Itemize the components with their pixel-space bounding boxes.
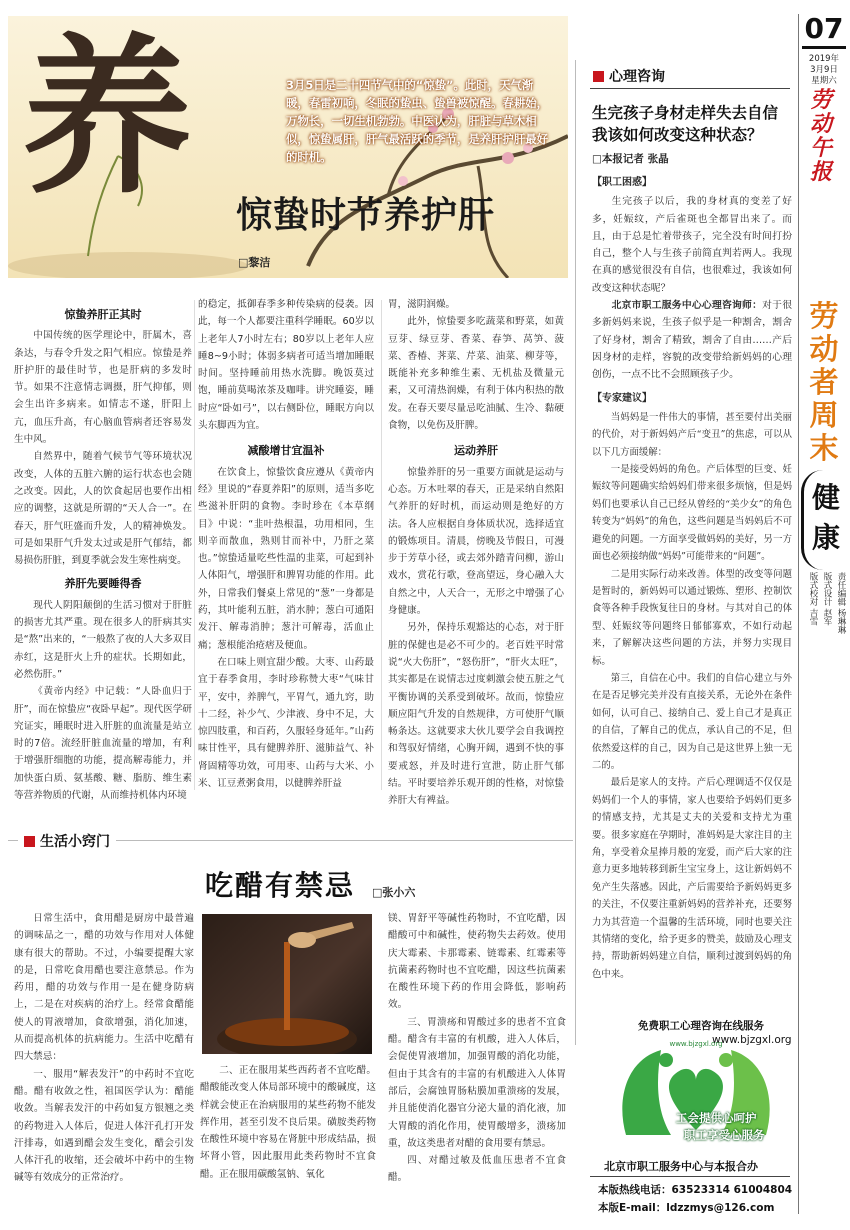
psych-body: [592, 174, 792, 983]
service-email: 本版E-mail：ldzzmys@126.com: [598, 1202, 775, 1214]
feature-para: 此外，惊蛰要多吃蔬菜和野菜，如黄豆芽、绿豆芽、香菜、春笋、莴笋、菠菜、香椿、荠菜、芹菜、油菜、柳芽等，既能补充多种维生素、无机盐及微量元素，又可清热润燥，有利于体内积热的散发。在春天要尽量忌吃油腻、生冷、黏硬食物，以免伤及肝脾。: [388, 316, 564, 432]
credit-editor: 责任编辑 杨琳琳: [836, 572, 846, 635]
psych-title: 生完孩子身材走样失去自信我该如何改变这种状态？: [592, 104, 779, 144]
tips-para: 一、服用“解表发汗”的中药时不宜吃醋。醋有收敛之性，祖国医学认为：醋能收敛。当解表发汗的中药如复方银翘之类的药物进入人体后，促进人体汗孔打开发汗排毒，如遇到醋会发生变化，醋会引发人体汗孔的收缩，还会破坏中药中的生物碱等有效成分的正常治疗。: [14, 1068, 194, 1184]
psych-label-problem: 【职工困惑】: [592, 177, 652, 188]
psych-reply: 北京市职工服务中心心理咨询师：对于很多新妈妈来说，生孩子似乎是一种割舍，割舍了好身材，割舍了精致，割舍了自由……产后因身材的走样，容貌的改变带给新妈妈的心理创伤，一点不比不会照顾孩子少。: [592, 300, 793, 381]
feature-para: 惊蛰养肝的另一重要方面就是运动与心态。万木吐翠的春天，正是采纳自然阳气养肝的好时机，而运动则是绝好的方法。各人应根据自身体质状况，选择适宜的锻炼项目。清晨，傍晚及节假日，可漫步于芳草小径，或去郊外踏青问柳，游山戏水，赏花行歌，登高望远，身心融入大自然之中，人天合一，无形之中增强了心身健康。: [388, 466, 564, 617]
section-divider: [575, 60, 576, 1045]
column-rule: [381, 300, 382, 790]
masthead-rule: [798, 14, 799, 1214]
vinegar-spoon-graphic: [202, 914, 372, 1054]
psych-advice: 最后是家人的支持。产后心理调适不仅仅是妈妈们一个人的事情，家人也要给予妈妈们更多的情感支持，尤其是丈夫的关爱和支持尤为重要。很多家庭在孕期时，准妈妈是大家注目的主角，享受着众星捧月般的宠爱，而产后大家的注意力更多地转移到新生宝宝身上，这让新妈妈不免产生失落感。因此，产后需要给予新妈妈更多的关注，不仅要注重新妈妈的营养补充，还要努力为其营造一个温馨的生活环境，同时也要关注其情绪的变化，给予更多的赞美，鼓励及心理支持，帮助新妈妈建立自信，顺利过渡到妈妈的角色中来。: [592, 777, 792, 980]
feature-heading-2: 养肝先要睡得香: [64, 577, 142, 591]
paper-logo: 劳动午报: [810, 87, 833, 185]
service-logo: [606, 1040, 786, 1150]
column-rule: [194, 300, 195, 790]
section-marker: [24, 836, 35, 847]
tips-col-3: [388, 910, 566, 1187]
psych-advice: 二是用实际行动来改善。体型的改变等问题是暂时的，新妈妈可以通过锻炼、塑形、控制饮食等各种手段恢复往日的身材。与其对自己的体型、妊娠纹等问题终日郁郁寡欢，不如行动起来，了解解决这些问题的方法，并努力实现目标。: [592, 568, 792, 667]
vinegar-photo: [202, 914, 372, 1054]
tips-para: 镁、胃舒平等碱性药物时，不宜吃醋，因醋酸可中和碱性，使药物失去药效。使用庆大霉素、卡那霉素、链霉素、红霉素等抗菌素药物时也不宜吃醋，因这些抗菌素在酸性环境下药的作用会降低，影响药效。: [388, 913, 566, 1011]
credit-design: 版式设计 赵军: [822, 572, 832, 626]
service-rule: [590, 1176, 790, 1177]
issue-weekday: 星期六: [811, 76, 837, 86]
psych-rule: [590, 88, 790, 89]
service-org: 北京市职工服务中心与本报合办: [604, 1160, 758, 1173]
service-url-watermark: www.bjzgxl.org: [669, 1040, 723, 1048]
page-number: 07: [802, 12, 846, 49]
tips-para: 三、胃溃疡和胃酸过多的患者不宜食醋。醋含有丰富的有机酸，进入人体后，会促使胃液增加，加强胃酸的消化功能，但由于其含有的丰富的有机酸进入人体胃部后，会腐蚀胃肠粘膜加重溃疡的发展，并且能使消化器官分泌大量的消化液，加大胃酸的消化作用，使胃酸增多，溃疡加重，故这类患者对醋的食用要有禁忌。: [388, 1016, 566, 1149]
issue-date-day: 3月9日: [810, 65, 838, 75]
feature-col-2: [198, 296, 374, 792]
psych-advice: 当妈妈是一件伟大的事情，甚至要付出美丽的代价，对于新妈妈产后“变丑”的焦虑，可以从以下几方面缓解：: [592, 411, 792, 458]
feature-heading-1: 惊蛰养肝正其时: [64, 308, 142, 321]
service-slogan-1: 工会提供心呵护: [676, 1111, 757, 1125]
feature-para: 《黄帝内经》中记载：“人卧血归于肝”，而在惊蛰应“夜卧早起”。现代医学研究证实，睡眠时进入肝脏的血流量是站立时的7倍。流经肝脏血流量的增加，有利于增强肝细胞的功能，提高解毒能力，并加快蛋白质、氨基酸、糖、脂肪、维生素等营养物质的代谢，从而维持机体内环境: [14, 686, 193, 802]
psych-problem: 生完孩子以后，我的身材真的变差了好多，妊娠纹，产后雀斑也全都冒出来了。而且，由于总是忙着带孩子，完全没有时间打扮自己，整个人与生孩子前简直判若两人。我现在真的感觉很没有自信，也很难过，我该如何改变这种状态呢？: [592, 196, 792, 294]
credit-proof: 版式校对 吉雪: [808, 572, 818, 626]
section-title: 劳动者周末: [809, 299, 839, 465]
feature-big-char: 养: [22, 17, 193, 217]
feature-para: 的稳定，抵御春季多种传染病的侵袭。因此，每一个人都要注重科学睡眠。60岁以上老年人7小时左右；80岁以上老年人应睡8~9小时；体弱多病者可适当增加睡眠时间。坚持睡前用热水洗脚。晚饭莫过饱，睡前莫喝浓茶及咖啡。讲究睡姿，睡时应“卧如弓”，以右侧卧位，睡眠方向以头东脚西为宜。: [198, 299, 374, 432]
tips-section-label: 生活小窍门: [18, 831, 116, 851]
psych-label-advice: 【专家建议】: [592, 392, 652, 404]
feature-banner: [8, 16, 568, 278]
credits: [804, 572, 848, 692]
tips-para: 日常生活中，食用醋是厨房中最普遍的调味品之一，醋的功效与作用对人体健康有很大的帮助。不过，小编要提醒大家的是，日常吃食用醋也要注意禁忌。作为药用，醋的功效与作用一是在健身防病上，二是在对疾病的治疗上。经常食醋能使人的胃液增加，食欲增强，消化加速，从而提高机体的抗病能力。生活中吃醋有四大禁忌：: [14, 913, 194, 1063]
feature-para: 中国传统的医学理论中，肝属木，喜条达，与春令升发之阳气相应。惊蛰是养肝护肝的最佳时节，也是肝病的多发时节。如果不注意情志调摄，肝气抑郁，则会生出许多病来。如情志不遂，肝阳上亢，血压升高，有心脑血管病者还容易发生中风。: [14, 330, 192, 446]
feature-title: 惊蛰时节养护肝: [236, 195, 496, 236]
tips-col-1: [14, 910, 194, 1187]
issue-date-year: 2019年: [808, 54, 840, 64]
section-marker: [593, 71, 604, 82]
tips-title: 吃醋有禁忌: [205, 869, 356, 902]
feature-col-3: [388, 296, 564, 810]
feature-para: 在饮食上，惊蛰饮食应遵从《黄帝内经》里说的“春夏养阳”的原则，适当多吃些滋补肝阴的食物。李时珍在《本草纲目》中说：“韭叶热根温，功用相同，生则辛而散血，熟则甘而补中，乃肝之菜也。”惊蛰适量吃些性温的韭菜，可起到补人体阳气，增强肝和脾胃功能的作用。此外，日常我们餐桌上常见的“葱”一身都是药，其叶能利五脏，消水肿；葱白可通阳发汗、解毒消肿；葱汁可解毒，活血止痛；葱根能治疮痞及便血。: [198, 466, 374, 651]
psych-advice: 第三，自信在心中。我们的自信心建立与外在是否足够完美并没有直接关系，无论外在条件如何，认可自己、接纳自己、爱上自己才是真正的自信，了解自己的优点，承认自己的不足，但依然爱这样的自己，因为自己是这世界上独一无二的。: [592, 672, 792, 771]
service-label: 免费职工心理咨询在线服务: [638, 1020, 764, 1032]
feature-para: 现代人阴阳颠倒的生活习惯对于肝脏的损害尤其严重。现在很多人的肝病其实是“熬”出来的，“一般熬了夜的人大多双目赤红，这是肝火上升的症状。长期如此，必然伤肝。”: [14, 599, 193, 680]
feature-heading-3: 减酸增甘宜温补: [247, 444, 325, 458]
tips-para: 四、对醋过敏及低血压患者不宜食醋。: [388, 1155, 566, 1184]
feature-para: 自然界中，随着气候节气等环境状况改变，人体的五脏六腑的运行状态也会随之改变。因此，人的饮食起居也要作出相应的调整，这就是所谓的“天人合一”。在春天，肝气旺盛而升发，人的精神焕发。可是如果肝气升发太过或是肝气郁结，都易损伤肝脏，到夏季就会发生寒性病变。: [14, 451, 192, 567]
psych-answerer: 北京市职工服务中心心理咨询师：: [611, 300, 763, 312]
tips-para: 二、正在服用某些西药者不宜吃醋。醋酸能改变人体局部环境中的酸碱度，这样就会使正在治病服用的某些药物不能发挥作用，甚至引发不良后果。磺胺类药物在酸性环境中容易在肾脏中形成结晶，损坏肾小管，因此服用此类药物时不宜食醋。正在服用碳酸氢钠、氧化: [200, 1065, 376, 1180]
feature-byline: □黎洁: [238, 256, 271, 269]
feature-para: 另外，保持乐观豁达的心态，对于肝脏的保健也是必不可少的。老百姓平时常说“火大伤肝”，“怒伤肝”，“肝火太旺”，其实都是在说情志过度刺激会使五脏之气平衡协调的关系受到破坏。故而，惊蛰应顺应阳气升发的自然规律，方可使肝气顺畅条达。这就要求大伙儿要学会自我调控和驾驭好情绪，心胸开阔，遇到不快的事要戒怒，并及时进行宣泄，防止肝气郁结。平时要培养乐观开朗的性格，对惊蛰养肝大有裨益。: [388, 622, 564, 807]
section-subtitle: 健康: [811, 481, 840, 554]
psych-byline: □本报记者 张晶: [592, 153, 669, 165]
service-url: www.bjzgxl.org: [712, 1034, 792, 1046]
psych-advice: 一是接受妈妈的角色。产后体型的巨变、妊娠纹等问题确实给妈妈们带来很多烦恼，但是妈妈们也要承认自己已经从曾经的“美少女”的角色转变为“妈妈”的角色，这些问题是当妈妈后不可避免的问题。一方面享受做妈妈的美好，另一方面也必须接纳做“妈妈”可能带来的“问题”。: [592, 464, 792, 563]
feature-para: 在口味上则宜甜少酸。大枣、山药最宜于春季食用，李时珍称赞大枣“气味甘平，安中，养脾气，平胃气，通九窍，助十二经，补少气、少津液、身中不足，大惊四肢重，和百药，久服轻身延年。”山药味甘性平，具有健脾养肝、滋肺益气、补肾固精等功效，可用枣、山药与大米、小米、讧豆煮粥食用，以健脾养肝益: [198, 656, 374, 790]
service-hotline: 本版热线电话：63523314 61004804: [598, 1184, 793, 1196]
psych-section-label: 心理咨询: [593, 66, 665, 86]
tips-col-2: [200, 1062, 376, 1183]
feature-col-1: [14, 300, 192, 804]
feature-heading-4: 运动养肝: [454, 444, 498, 458]
service-slogan-2: 职工享受心服务: [684, 1128, 765, 1142]
feature-intro: 3月5日是二十四节气中的“惊蛰”。此时，天气渐暖，春雷初响，冬眠的蛰虫、蛰兽被惊醒。春耕始，万物长，一切生机勃勃。中医认为，肝脏与草木相似，惊蛰属肝，肝气最活跃的季节，是养肝护肝最好的时机。: [286, 78, 548, 164]
feature-para: 胃，滋阴润燥。: [388, 299, 456, 310]
tips-byline: □张小六: [372, 886, 416, 899]
